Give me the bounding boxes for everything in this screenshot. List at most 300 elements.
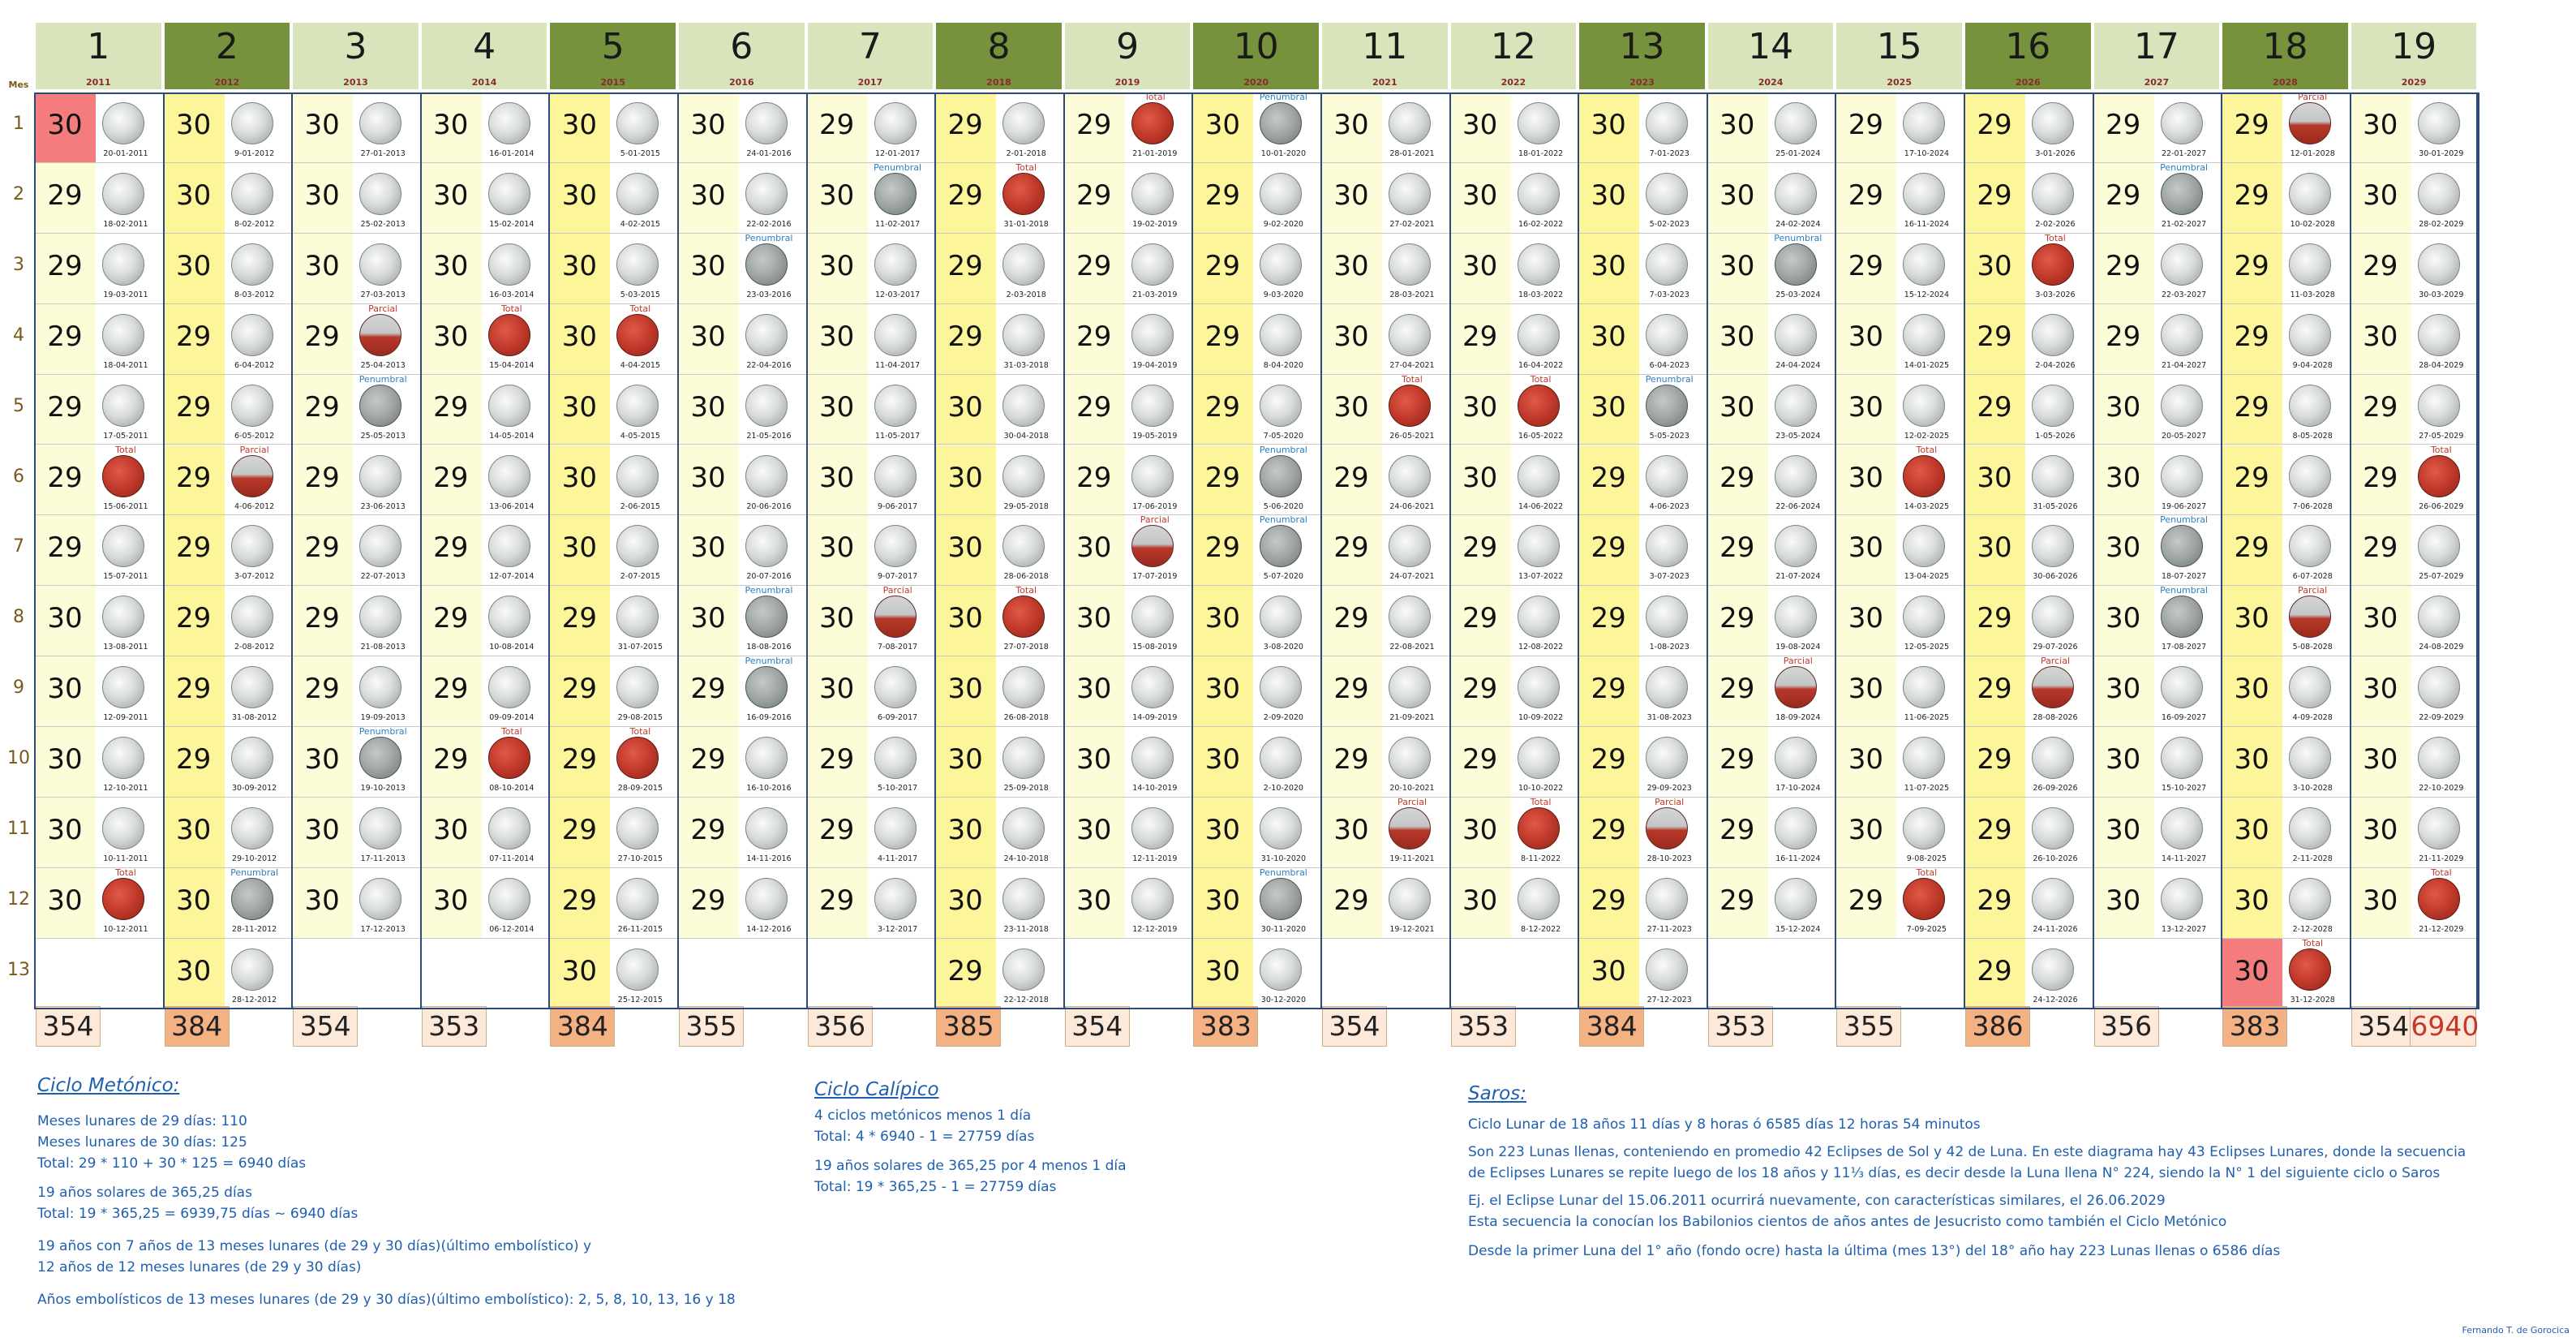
month-row-label: 11: [7, 819, 30, 839]
full-moon-date: 28-11-2012: [231, 924, 277, 934]
full-moon-date: 08-10-2014: [489, 784, 535, 794]
full-moon-icon: [231, 314, 273, 356]
full-moon-icon: [2032, 173, 2074, 215]
full-moon-date: 6-07-2028: [2292, 572, 2333, 582]
year-header: [1063, 21, 1192, 91]
year-label: 2023: [1629, 77, 1655, 88]
eclipse-label: Total: [1530, 373, 1552, 385]
column-separator: [1578, 92, 1579, 1009]
days-count: 30: [47, 602, 83, 635]
full-moon-icon: [1389, 737, 1431, 779]
eclipse-label: Parcial: [1397, 797, 1428, 807]
days-count: 30: [1462, 109, 1498, 141]
days-count: 30: [2363, 673, 2398, 706]
days-count: 30: [2363, 814, 2398, 846]
days-count: 29: [1591, 461, 1626, 494]
month-cell: [1835, 515, 1964, 586]
month-cell: [1707, 868, 1835, 939]
moon-parcial-eclipse-icon: [1389, 807, 1431, 850]
full-moon-icon: [1903, 314, 1945, 356]
days-count: 30: [1977, 461, 2012, 494]
days-count: 29: [818, 814, 855, 846]
full-moon-date: 30-09-2012: [231, 784, 277, 794]
days-count: 30: [690, 179, 726, 212]
year-header: [34, 21, 163, 91]
full-moon-icon: [1775, 525, 1817, 567]
month-cell: [2350, 375, 2479, 445]
month-cell: [806, 656, 935, 727]
full-moon-date: 5-05-2023: [1649, 431, 1689, 441]
days-count: 30: [947, 531, 983, 565]
full-moon-icon: [2289, 878, 2331, 920]
days-count: 30: [561, 390, 598, 424]
full-moon-date: 15-07-2011: [103, 572, 148, 582]
full-moon-date: 5-10-2017: [878, 784, 918, 794]
month-cell: [934, 656, 1063, 727]
column-separator: [2093, 92, 2094, 1009]
days-count: 30: [818, 390, 855, 424]
days-count: 29: [561, 743, 598, 776]
full-moon-date: 16-03-2014: [489, 290, 535, 299]
year-label: 2014: [471, 77, 497, 88]
eclipse-label: Parcial: [1655, 797, 1685, 807]
full-moon-icon: [1260, 666, 1302, 708]
full-moon-date: 5-08-2028: [2292, 643, 2333, 652]
month-cell: [2093, 868, 2222, 939]
days-count: 29: [1204, 531, 1241, 565]
full-moon-date: 31-12-2028: [2290, 995, 2335, 1004]
year-header: [677, 21, 806, 91]
month-cell: [2093, 163, 2222, 234]
month-cell: [1063, 375, 1192, 445]
days-count: 30: [1462, 884, 1498, 917]
eclipse-label: Penumbral: [745, 656, 793, 667]
month-cell: [548, 798, 677, 868]
days-count: 30: [1076, 531, 1112, 565]
full-moon-date: 3-07-2023: [1649, 572, 1689, 582]
eclipse-label: Total: [629, 726, 651, 738]
year-label: 2012: [214, 77, 240, 88]
year-total: 356: [2094, 1006, 2159, 1047]
full-moon-date: 21-03-2019: [1132, 290, 1178, 299]
full-moon-date: 7-06-2028: [2292, 501, 2333, 511]
full-moon-date: 16-10-2016: [746, 784, 792, 794]
full-moon-date: 24-07-2021: [1389, 572, 1435, 582]
days-count: 30: [947, 390, 983, 424]
full-moon-date: 21-12-2029: [2419, 924, 2464, 934]
year-number: 5: [601, 26, 625, 67]
days-count: 30: [690, 320, 726, 353]
full-moon-date: 26-10-2026: [2033, 854, 2078, 863]
eclipse-label: Parcial: [2298, 585, 2328, 596]
full-moon-date: 9-01-2012: [234, 149, 275, 158]
full-moon-date: 19-02-2019: [1132, 219, 1178, 229]
days-count: 30: [1719, 179, 1755, 212]
eclipse-label: Penumbral: [230, 867, 279, 878]
full-moon-icon: [1518, 878, 1560, 920]
month-cell: [1964, 727, 2093, 798]
full-moon-date: 10-01-2020: [1260, 149, 1306, 158]
month-cell: [1320, 163, 1449, 234]
full-moon-date: 28-01-2021: [1389, 149, 1435, 158]
full-moon-date: 14-12-2016: [746, 924, 792, 934]
full-moon-date: 30-01-2029: [2419, 149, 2464, 158]
month-cell: [677, 656, 806, 727]
days-count: 30: [1204, 814, 1241, 846]
column-separator: [1063, 92, 1065, 1009]
full-moon-icon: [745, 314, 788, 356]
full-moon-icon: [1260, 314, 1302, 356]
full-moon-icon: [1903, 243, 1945, 286]
days-count: 29: [947, 109, 983, 141]
full-moon-date: 8-11-2022: [1521, 854, 1561, 863]
column-separator: [1964, 92, 1965, 1009]
days-count: 29: [947, 179, 983, 212]
full-moon-date: 17-10-2024: [1904, 149, 1949, 158]
days-count: 29: [304, 461, 340, 494]
month-cell: [1835, 92, 1964, 163]
moon-total-eclipse-icon: [1903, 455, 1945, 497]
month-cell: [1964, 656, 2093, 727]
month-cell: [806, 304, 935, 375]
full-moon-date: 28-03-2021: [1389, 290, 1435, 299]
moon-total-eclipse-icon: [488, 314, 530, 356]
days-count: 29: [1848, 109, 1884, 141]
full-moon-icon: [359, 102, 401, 144]
full-moon-date: 29-05-2018: [1003, 501, 1049, 511]
full-moon-icon: [1775, 737, 1817, 779]
days-count: 30: [2105, 814, 2141, 846]
full-moon-icon: [2289, 314, 2331, 356]
eclipse-label: Penumbral: [358, 373, 407, 385]
full-moon-icon: [488, 525, 530, 567]
month-cell: [934, 868, 1063, 939]
days-count: 30: [1076, 673, 1112, 706]
moon-total-eclipse-icon: [1389, 385, 1431, 427]
full-moon-icon: [1131, 243, 1174, 286]
days-count: 29: [818, 884, 855, 917]
full-moon-icon: [2161, 807, 2203, 850]
month-cell: [291, 234, 420, 304]
moon-parcial-eclipse-icon: [2032, 666, 2074, 708]
days-count: 29: [2234, 390, 2269, 424]
full-moon-icon: [1002, 385, 1045, 427]
month-cell: [934, 304, 1063, 375]
full-moon-date: 17-06-2019: [1132, 501, 1178, 511]
full-moon-date: 25-05-2013: [360, 431, 406, 441]
month-cell: [1964, 375, 2093, 445]
moon-total-eclipse-icon: [1518, 807, 1560, 850]
month-cell: [677, 515, 806, 586]
full-moon-icon: [1389, 173, 1431, 215]
month-cell: [934, 234, 1063, 304]
full-moon-date: 2-06-2015: [620, 501, 660, 511]
full-moon-icon: [359, 596, 401, 638]
full-moon-date: 11-05-2017: [874, 431, 921, 441]
year-total: 353: [422, 1006, 487, 1047]
year-label: 2028: [2273, 77, 2298, 88]
full-moon-icon: [745, 525, 788, 567]
full-moon-date: 20-10-2021: [1389, 784, 1435, 794]
month-cell: [291, 586, 420, 656]
days-count: 30: [2234, 673, 2269, 706]
month-cell: [2221, 234, 2350, 304]
month-cell: [1320, 586, 1449, 656]
year-header: [2350, 21, 2479, 91]
full-moon-icon: [488, 102, 530, 144]
month-cell: [2350, 515, 2479, 586]
month-cell: [1578, 445, 1707, 516]
month-cell: [2221, 868, 2350, 939]
full-moon-date: 3-01-2026: [2035, 149, 2076, 158]
full-moon-date: 15-02-2014: [489, 219, 535, 229]
days-count: 30: [1591, 179, 1626, 212]
days-count: 29: [1591, 743, 1626, 776]
full-moon-date: 23-05-2024: [1775, 431, 1821, 441]
days-count: 29: [561, 602, 598, 635]
calipico-line: Total: 19 * 365,25 - 1 = 27759 días: [814, 1179, 1057, 1195]
year-total: 355: [1836, 1006, 1901, 1047]
full-moon-date: 29-09-2023: [1646, 784, 1692, 794]
eclipse-label: Total: [115, 867, 136, 878]
month-cell: [34, 727, 163, 798]
full-moon-date: 24-04-2024: [1775, 360, 1821, 370]
moon-total-eclipse-icon: [2418, 878, 2460, 920]
days-count: 30: [2105, 673, 2141, 706]
full-moon-date: 19-04-2019: [1132, 360, 1178, 370]
full-moon-icon: [1389, 596, 1431, 638]
month-cell: [1063, 304, 1192, 375]
full-moon-icon: [745, 807, 788, 850]
month-cell: [2221, 445, 2350, 516]
month-cell: [2093, 515, 2222, 586]
full-moon-icon: [2032, 948, 2074, 991]
full-moon-icon: [102, 666, 144, 708]
full-moon-date: 7-09-2025: [1906, 924, 1947, 934]
full-moon-date: 19-09-2013: [360, 713, 406, 723]
full-moon-icon: [1131, 878, 1174, 920]
year-number: 4: [473, 26, 496, 67]
month-cell: [1320, 727, 1449, 798]
moon-parcial-eclipse-icon: [2289, 102, 2331, 144]
full-moon-date: 12-02-2025: [1904, 431, 1949, 441]
full-moon-icon: [1775, 314, 1817, 356]
full-moon-icon: [874, 666, 917, 708]
full-moon-date: 16-09-2027: [2161, 713, 2207, 723]
year-total: 353: [1708, 1006, 1773, 1047]
days-count: 30: [818, 249, 855, 282]
days-count: 29: [1333, 531, 1369, 565]
full-moon-icon: [1775, 878, 1817, 920]
month-cell: [2221, 656, 2350, 727]
full-moon-icon: [1002, 807, 1045, 850]
month-cell: [34, 304, 163, 375]
full-moon-date: 11-07-2025: [1904, 784, 1949, 794]
year-total: 356: [808, 1006, 873, 1047]
full-moon-date: 2-08-2012: [234, 643, 275, 652]
eclipse-label: Parcial: [2040, 656, 2071, 667]
full-moon-icon: [616, 102, 659, 144]
days-count: 29: [2105, 109, 2141, 141]
year-label: 2022: [1501, 77, 1526, 88]
year-number: 14: [1748, 26, 1794, 67]
full-moon-icon: [488, 455, 530, 497]
full-moon-icon: [1131, 455, 1174, 497]
month-cell: [677, 163, 806, 234]
eclipse-label: Total: [2302, 937, 2324, 948]
full-moon-date: 14-11-2027: [2161, 854, 2207, 863]
month-cell: [291, 92, 420, 163]
month-cell: [2221, 304, 2350, 375]
full-moon-date: 10-02-2028: [2290, 219, 2335, 229]
month-cell: [1449, 163, 1578, 234]
full-moon-date: 15-10-2027: [2161, 784, 2207, 794]
moon-total-eclipse-icon: [1002, 596, 1045, 638]
full-moon-icon: [1260, 385, 1302, 427]
eclipse-label: Penumbral: [1259, 444, 1307, 455]
days-count: 30: [47, 884, 83, 917]
column-separator: [2478, 92, 2479, 1009]
full-moon-date: 18-08-2016: [746, 643, 792, 652]
moon-penumbral-eclipse-icon: [1260, 878, 1302, 920]
full-moon-date: 24-08-2029: [2419, 643, 2464, 652]
year-header: [1578, 21, 1707, 91]
full-moon-icon: [745, 737, 788, 779]
days-count: 30: [947, 602, 983, 635]
full-moon-icon: [102, 807, 144, 850]
month-cell: [1449, 868, 1578, 939]
full-moon-date: 25-03-2024: [1775, 290, 1821, 299]
full-moon-date: 9-06-2017: [878, 501, 918, 511]
full-moon-date: 15-08-2019: [1132, 643, 1178, 652]
days-count: 29: [1462, 320, 1498, 353]
full-moon-date: 3-10-2028: [2292, 784, 2333, 794]
full-moon-icon: [102, 385, 144, 427]
days-count: 30: [818, 320, 855, 353]
metonico-line: 19 años con 7 años de 13 meses lunares (de 29 y 30 días)(último embolístico) y: [37, 1238, 592, 1254]
month-cell: [1835, 868, 1964, 939]
days-count: 29: [1977, 602, 2012, 635]
full-moon-date: 15-04-2014: [489, 360, 535, 370]
month-row-label: 9: [13, 677, 24, 699]
month-cell: [1063, 515, 1192, 586]
full-moon-icon: [2418, 243, 2460, 286]
month-cell: [677, 727, 806, 798]
full-moon-icon: [488, 807, 530, 850]
full-moon-icon: [1646, 878, 1688, 920]
days-count: 29: [1333, 602, 1369, 635]
full-moon-icon: [1002, 455, 1045, 497]
full-moon-icon: [359, 243, 401, 286]
moon-penumbral-eclipse-icon: [874, 173, 917, 215]
month-cell: [2221, 798, 2350, 868]
year-header: [1449, 21, 1578, 91]
days-count: 29: [1591, 602, 1626, 635]
full-moon-icon: [745, 455, 788, 497]
full-moon-date: 12-12-2019: [1132, 924, 1178, 934]
month-cell: [806, 163, 935, 234]
column-separator: [163, 92, 165, 1009]
full-moon-icon: [1002, 737, 1045, 779]
month-cell: [934, 798, 1063, 868]
year-header: [548, 21, 677, 91]
column-separator: [2350, 92, 2351, 1009]
full-moon-icon: [1002, 878, 1045, 920]
full-moon-icon: [1260, 948, 1302, 991]
month-cell: [163, 727, 292, 798]
full-moon-date: 25-02-2013: [360, 219, 406, 229]
full-moon-icon: [616, 525, 659, 567]
full-moon-icon: [2161, 737, 2203, 779]
moon-total-eclipse-icon: [2032, 243, 2074, 286]
full-moon-icon: [2032, 102, 2074, 144]
full-moon-date: 6-09-2017: [878, 713, 918, 723]
full-moon-date: 16-11-2024: [1904, 219, 1949, 229]
month-cell: [1063, 163, 1192, 234]
full-moon-date: 16-11-2024: [1775, 854, 1821, 863]
moon-penumbral-eclipse-icon: [1260, 102, 1302, 144]
full-moon-date: 29-07-2026: [2033, 643, 2078, 652]
days-count: 30: [1204, 673, 1241, 706]
month-row-label: 6: [13, 466, 24, 487]
days-count: 30: [1204, 954, 1241, 987]
full-moon-icon: [1131, 737, 1174, 779]
month-cell: [1707, 375, 1835, 445]
full-moon-icon: [488, 666, 530, 708]
full-moon-icon: [1646, 666, 1688, 708]
month-cell: [1449, 727, 1578, 798]
month-cell: [2350, 234, 2479, 304]
full-moon-date: 4-09-2028: [2292, 713, 2333, 723]
month-cell: [34, 92, 163, 163]
month-cell: [34, 868, 163, 939]
full-moon-date: 20-06-2016: [746, 501, 792, 511]
calipico-line: 4 ciclos metónicos menos 1 día: [814, 1108, 1032, 1124]
month-cell: [1578, 939, 1707, 1009]
month-cell: [677, 798, 806, 868]
year-label: 2017: [857, 77, 883, 88]
full-moon-date: 16-05-2022: [1518, 431, 1564, 441]
full-moon-date: 2-01-2018: [1006, 149, 1046, 158]
days-count: 30: [1848, 461, 1884, 494]
full-moon-date: 28-12-2012: [231, 995, 277, 1004]
month-cell: [1449, 515, 1578, 586]
year-number: 9: [1116, 26, 1140, 67]
days-count: 30: [1333, 109, 1369, 141]
full-moon-icon: [2032, 807, 2074, 850]
month-cell: [1578, 304, 1707, 375]
month-cell: [1449, 234, 1578, 304]
month-cell: [34, 656, 163, 727]
full-moon-icon: [616, 948, 659, 991]
full-moon-icon: [231, 173, 273, 215]
full-moon-date: 28-08-2026: [2033, 713, 2078, 723]
days-count: 30: [1848, 531, 1884, 565]
month-cell: [163, 798, 292, 868]
month-cell: [1835, 234, 1964, 304]
moon-parcial-eclipse-icon: [359, 314, 401, 356]
month-cell: [1320, 375, 1449, 445]
full-moon-icon: [1518, 737, 1560, 779]
month-cell: [2093, 234, 2222, 304]
eclipse-label: Total: [1916, 444, 1938, 455]
days-count: 30: [2234, 884, 2269, 917]
full-moon-date: 6-04-2023: [1649, 360, 1689, 370]
column-separator: [1707, 92, 1708, 1009]
full-moon-icon: [1646, 737, 1688, 779]
days-count: 29: [690, 814, 726, 846]
full-moon-icon: [2161, 666, 2203, 708]
